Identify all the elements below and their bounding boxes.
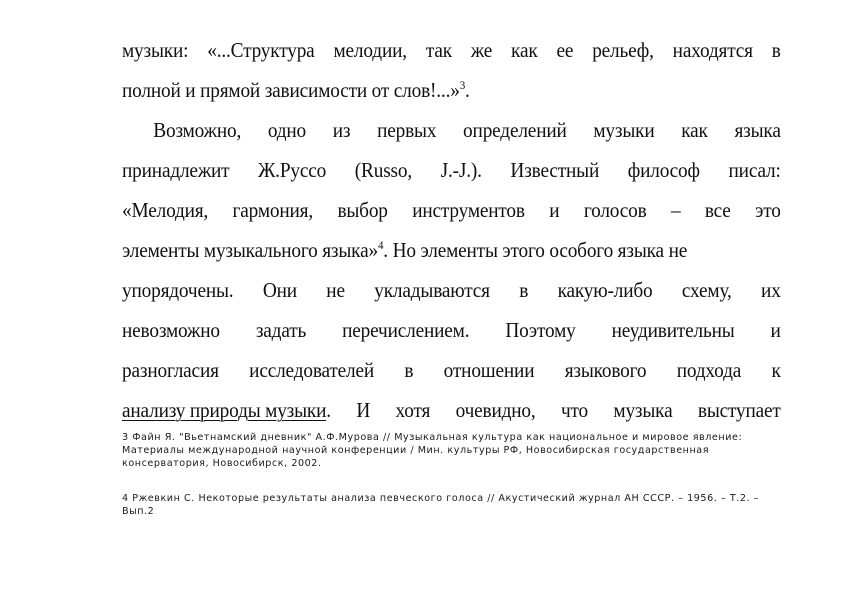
word: задать — [255, 318, 307, 342]
text-segment — [122, 70, 470, 110]
footnotes — [122, 431, 782, 518]
word: И — [356, 398, 371, 422]
text-run: полной и прямой зависимости от слов!...» — [122, 78, 460, 102]
word: Они — [262, 278, 297, 302]
word: из — [332, 118, 351, 142]
p2-line-6 — [122, 310, 781, 350]
word: в — [404, 358, 414, 382]
word: очевидно, — [455, 398, 536, 422]
p1-line-2 — [122, 70, 781, 110]
word: Поэтому — [505, 318, 576, 342]
word: упорядочены. — [122, 278, 234, 302]
punctuation: . — [326, 398, 331, 422]
p2-line-5 — [122, 270, 781, 310]
word: (Russo, — [354, 158, 413, 182]
word: что — [560, 398, 588, 422]
word: как — [511, 38, 538, 62]
word: Ж.Руссо — [258, 158, 327, 182]
word: Известный — [510, 158, 600, 182]
word: писал: — [728, 158, 781, 182]
word: определений — [463, 118, 567, 142]
word: философ — [627, 158, 700, 182]
word: же — [470, 38, 493, 62]
word: отношении — [443, 358, 535, 382]
word: подхода — [676, 358, 742, 382]
word: исследователей — [249, 358, 375, 382]
underlined-text: анализу природы музыки — [122, 398, 327, 422]
word: ее — [556, 38, 574, 62]
word: рельеф, — [592, 38, 654, 62]
word: первых — [377, 118, 437, 142]
p2-line-7 — [122, 350, 781, 390]
word: как — [681, 118, 708, 142]
word: и — [770, 318, 781, 342]
word: языка — [734, 118, 781, 142]
underlined-phrase — [122, 390, 331, 430]
p2-line-2 — [122, 150, 781, 190]
text-segment — [122, 230, 687, 270]
word: – — [670, 198, 681, 222]
word: схему, — [681, 278, 732, 302]
word: принадлежит — [122, 158, 230, 182]
word: одно — [267, 118, 307, 142]
word: «...Структура — [207, 38, 315, 62]
word: их — [761, 278, 781, 302]
footnote-ref-4[interactable]: 4 — [377, 238, 384, 252]
footnote-4: 4 Ржевкин С. Некоторые результаты анализа певческого голоса // Акустический журнал АН СССР. – 1956. – Т.2. – Вып.2 — [122, 493, 760, 517]
word: все — [704, 198, 731, 222]
word: и — [549, 198, 560, 222]
word: какую-либо — [557, 278, 653, 302]
word: укладываются — [374, 278, 490, 302]
word: это — [755, 198, 781, 222]
word: так — [425, 38, 452, 62]
word: в — [519, 278, 529, 302]
word: музыки — [593, 118, 655, 142]
text-run: . Но элементы этого особого языка не — [383, 238, 688, 262]
word: находятся — [672, 38, 753, 62]
main-text — [122, 30, 781, 430]
word: J.-J.). — [440, 158, 482, 182]
p2-line-4 — [122, 230, 781, 270]
word: неудивительны — [611, 318, 735, 342]
word: «Мелодия, — [122, 198, 209, 222]
word: мелодии, — [333, 38, 407, 62]
p1-line-1 — [122, 30, 781, 70]
text-run: элементы музыкального языка» — [122, 238, 378, 262]
word: невозможно — [122, 318, 220, 342]
word: хотя — [395, 398, 431, 422]
footnote-ref-3[interactable]: 3 — [459, 78, 466, 92]
word: языкового — [564, 358, 647, 382]
word: музыка — [613, 398, 673, 422]
word: музыки: — [122, 38, 189, 62]
text-run: . — [465, 78, 470, 102]
word: голосов — [583, 198, 647, 222]
footnote-3: 3 Файн Я. "Вьетнамский дневник" А.Ф.Мурова // Музыкальная культура как национальное и мировое явление: Материалы международной научной конференции / Мин. культуры РФ, Новосибирская государственная консерватория, Новосибирск, 2002. — [122, 432, 743, 469]
word: в — [771, 38, 781, 62]
p2-line-8 — [122, 390, 781, 430]
word: выступает — [697, 398, 781, 422]
word: выбор — [337, 198, 388, 222]
p2-line-1 — [122, 110, 781, 150]
word: Возможно, — [153, 118, 242, 142]
p2-line-3 — [122, 190, 781, 230]
word: перечислением. — [342, 318, 470, 342]
word: не — [326, 278, 345, 302]
word: разногласия — [122, 358, 219, 382]
word: инструментов — [412, 198, 525, 222]
word: гармония, — [232, 198, 314, 222]
word: к — [771, 358, 781, 382]
